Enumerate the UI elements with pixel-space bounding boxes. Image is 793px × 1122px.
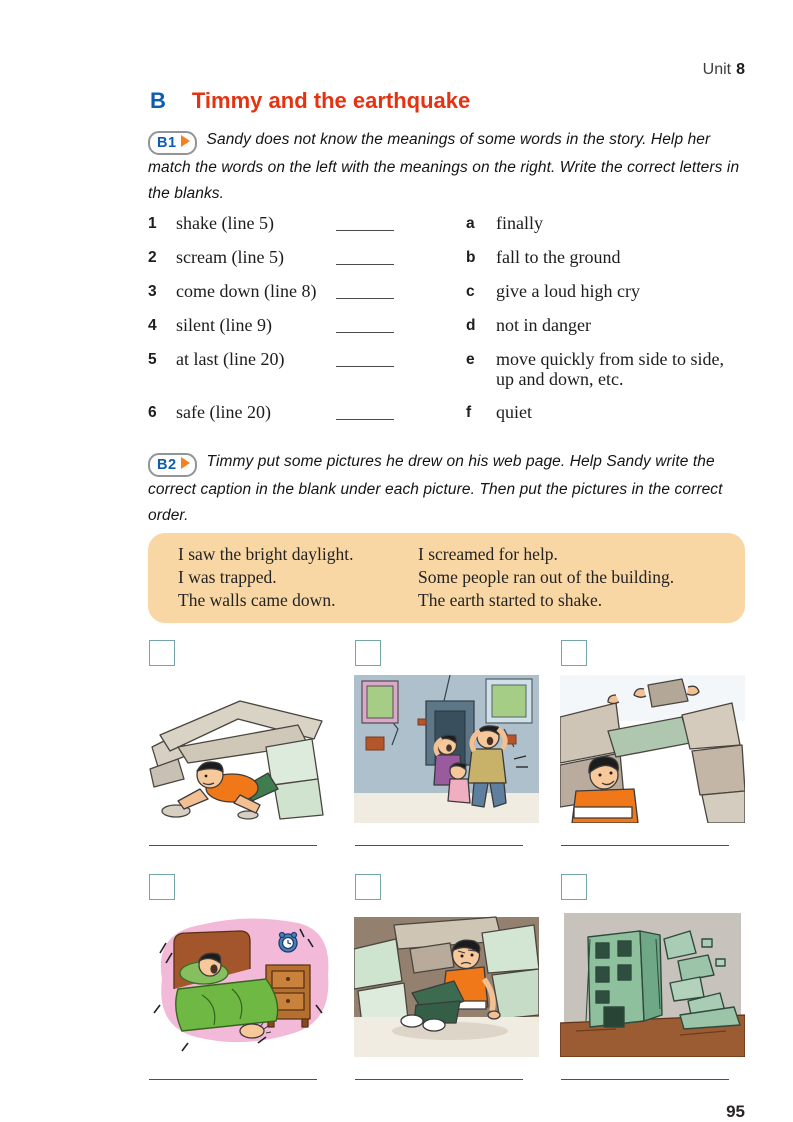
- answer-blank[interactable]: [336, 403, 394, 420]
- caption-blank[interactable]: [561, 1079, 729, 1080]
- answer-blank[interactable]: [336, 350, 394, 367]
- caption-options-right: [418, 543, 735, 612]
- caption-blank[interactable]: [561, 845, 729, 846]
- section-title-text: Timmy and the earthquake: [191, 88, 471, 113]
- item-number: 3: [148, 283, 157, 300]
- caption-blank[interactable]: [355, 1079, 523, 1080]
- b2-instruction-text: Timmy put some pictures he drew on his web page. Help Sandy write the correct caption in the blank under each picture. Then put the pictures in the correct order.: [148, 453, 723, 524]
- option-letter: f: [466, 404, 472, 421]
- picture-cell-3: [560, 640, 745, 852]
- item-term: safe (line 20): [176, 402, 271, 422]
- order-checkbox[interactable]: [561, 874, 587, 900]
- item-term: at last (line 20): [176, 349, 285, 369]
- option-meaning: move quickly from side to side, up and down, etc.: [496, 349, 724, 389]
- caption-options-box: [148, 533, 745, 623]
- option-letter: b: [466, 249, 476, 266]
- option-meaning: fall to the ground: [496, 247, 621, 267]
- picture-cell-4: [148, 874, 333, 1086]
- order-checkbox[interactable]: [561, 640, 587, 666]
- b1-badge: [148, 131, 197, 155]
- order-checkbox[interactable]: [149, 874, 175, 900]
- option-letter: d: [466, 317, 476, 334]
- order-checkbox[interactable]: [355, 874, 381, 900]
- caption-option: The walls came down.: [178, 590, 336, 610]
- caption-blank[interactable]: [355, 845, 523, 846]
- b1-badge-label: B1: [157, 135, 177, 151]
- caption-blank[interactable]: [149, 1079, 317, 1080]
- answer-blank[interactable]: [336, 214, 394, 231]
- unit-word: Unit: [702, 61, 732, 78]
- caption-blank[interactable]: [149, 845, 317, 846]
- page-number: 95: [726, 1102, 745, 1121]
- item-term: come down (line 8): [176, 281, 317, 301]
- picture-boy-seeing-daylight-rescue-illustration: [560, 675, 745, 823]
- b1-matching-exercise: [148, 213, 745, 423]
- b2-badge-label: B2: [157, 457, 177, 473]
- item-term: shake (line 5): [176, 213, 274, 233]
- pictures-grid: [148, 640, 745, 1086]
- caption-option: Some people ran out of the building.: [418, 567, 675, 587]
- b1-instruction-text: Sandy does not know the meanings of some words in the story. Help her match the words on the left with the meanings on the right. Write the correct letters in the blanks.: [148, 131, 740, 202]
- item-number: 1: [148, 215, 157, 232]
- option-letter: e: [466, 351, 475, 368]
- answer-blank[interactable]: [336, 248, 394, 265]
- option-meaning: not in danger: [496, 315, 591, 335]
- option-meaning: finally: [496, 213, 543, 233]
- picture-people-running-out-of-building-illustration: [354, 675, 539, 823]
- match-row-2: [148, 247, 745, 268]
- match-row-1: [148, 213, 745, 234]
- b2-instructions: [148, 449, 745, 529]
- play-arrow-icon: [181, 457, 190, 469]
- match-row-4: [148, 315, 745, 336]
- match-row-3: [148, 281, 745, 302]
- picture-boy-in-shaking-bed-illustration: [148, 909, 333, 1057]
- answer-blank[interactable]: [336, 316, 394, 333]
- picture-boy-crawling-under-rubble-illustration: [148, 675, 333, 823]
- item-number: 6: [148, 404, 157, 421]
- picture-collapsing-building-illustration: [560, 909, 745, 1057]
- match-row-6: [148, 402, 745, 423]
- option-meaning: give a loud high cry: [496, 281, 640, 301]
- picture-cell-6: [560, 874, 745, 1086]
- option-meaning: quiet: [496, 402, 532, 422]
- page-title: [150, 88, 745, 114]
- item-number: 4: [148, 317, 157, 334]
- item-number: 2: [148, 249, 157, 266]
- caption-option: I screamed for help.: [418, 544, 558, 564]
- option-letter: c: [466, 283, 475, 300]
- item-term: scream (line 5): [176, 247, 284, 267]
- caption-option: The earth started to shake.: [418, 590, 603, 610]
- unit-label: [148, 60, 745, 80]
- play-arrow-icon: [181, 135, 190, 147]
- option-letter: a: [466, 215, 475, 232]
- item-term: silent (line 9): [176, 315, 272, 335]
- unit-number: 8: [736, 61, 745, 78]
- picture-cell-2: [354, 640, 539, 852]
- picture-cell-1: [148, 640, 333, 852]
- picture-cell-5: [354, 874, 539, 1086]
- section-letter: B: [150, 88, 166, 113]
- b2-badge: [148, 453, 197, 477]
- item-number: 5: [148, 351, 157, 368]
- order-checkbox[interactable]: [355, 640, 381, 666]
- caption-option: I was trapped.: [178, 567, 277, 587]
- b1-instructions: [148, 127, 745, 207]
- answer-blank[interactable]: [336, 282, 394, 299]
- order-checkbox[interactable]: [149, 640, 175, 666]
- caption-options-left: [178, 543, 418, 612]
- picture-boy-trapped-sitting-in-rubble-illustration: [354, 909, 539, 1057]
- caption-option: I saw the bright daylight.: [178, 544, 354, 564]
- match-row-5: [148, 349, 745, 389]
